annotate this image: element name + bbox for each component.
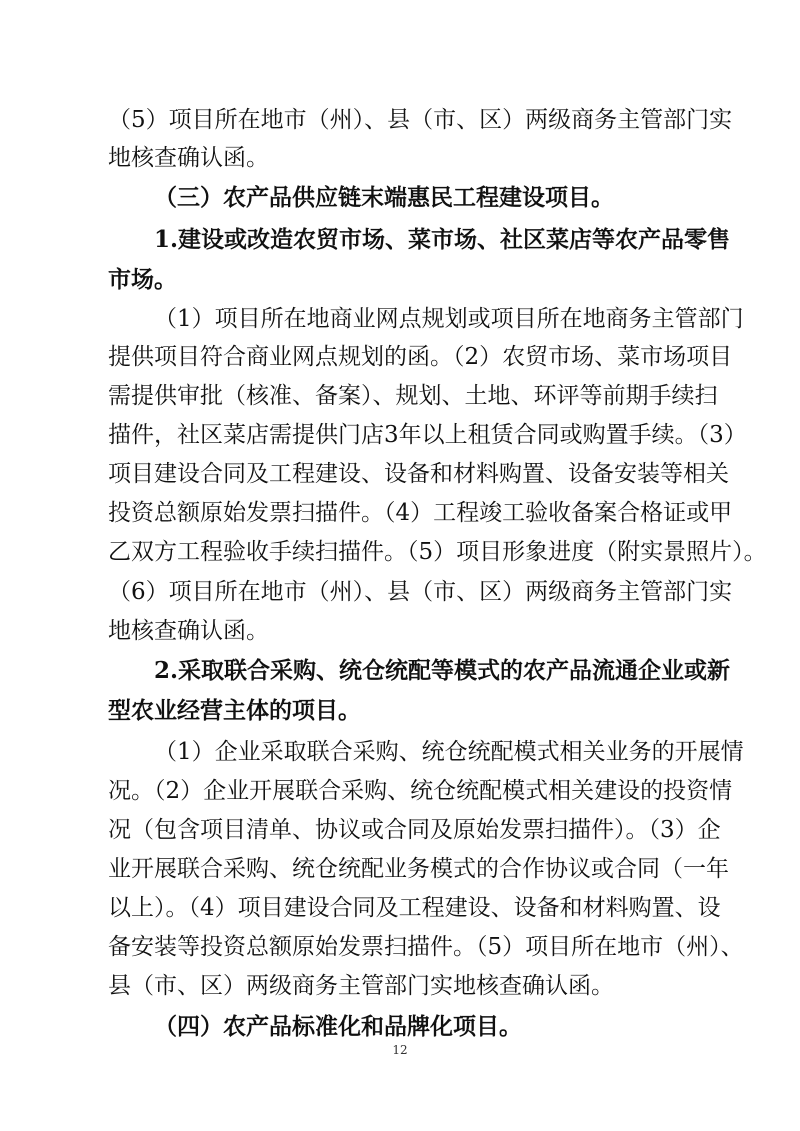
text-line: （1）项目所在地商业网点规划或项目所在地商务主管部门 [154,306,744,332]
page-number: 12 [392,1043,408,1057]
text-line: 地核查确认函。 [108,145,269,171]
text-line: 乙双方工程验收手续扫描件。（5）项目形象进度（附实景照片）。 [108,539,767,565]
heading-line: 市场。 [108,266,177,293]
heading-line: 型农业经营主体的项目。 [108,697,361,724]
heading-line: （三）农产品供应链末端惠民工程建设项目。 [154,184,614,211]
text-line: 县（市、区）两级商务主管部门实地核查确认函。 [108,973,614,999]
text-line: 需提供审批（核准、备案）、规划、土地、环评等前期手续扫 [108,383,718,409]
text-line: 业开展联合采购、统仓统配业务模式的合作协议或合同（一年 [108,856,729,882]
text-line: 描件，社区菜店需提供门店3年以上租赁合同或购置手续。（3） [108,422,747,448]
text-line: （5）项目所在地市（州）、县（市、区）两级商务主管部门实 [108,107,733,133]
text-line: 况。（2）企业开展联合采购、统仓统配模式相关建设的投资情 [108,778,733,804]
heading-line: 2.采取联合采购、统仓统配等模式的农产品流通企业或新 [154,657,731,684]
heading-line: （四）农产品标准化和品牌化项目。 [154,1013,522,1040]
heading-line: 1.建设或改造农贸市场、菜市场、社区菜店等农产品零售 [154,226,731,253]
text-line: 项目建设合同及工程建设、设备和材料购置、设备安装等相关 [108,461,729,487]
text-line: 提供项目符合商业网点规划的函。（2）农贸市场、菜市场项目 [108,344,733,370]
text-line: （1）企业采取联合采购、统仓统配模式相关业务的开展情 [154,739,744,765]
text-line: 况（包含项目清单、协议或合同及原始发票扫描件）。（3）企 [108,817,721,843]
text-line: 以上）。（4）项目建设合同及工程建设、设备和材料购置、设 [108,895,721,921]
text-line: 投资总额原始发票扫描件。（4）工程竣工验收备案合格证或甲 [108,500,733,526]
text-line: （6）项目所在地市（州）、县（市、区）两级商务主管部门实 [108,579,733,605]
text-line: 地核查确认函。 [108,618,269,644]
text-line: 备安装等投资总额原始发票扫描件。（5）项目所在地市（州）、 [108,934,744,960]
